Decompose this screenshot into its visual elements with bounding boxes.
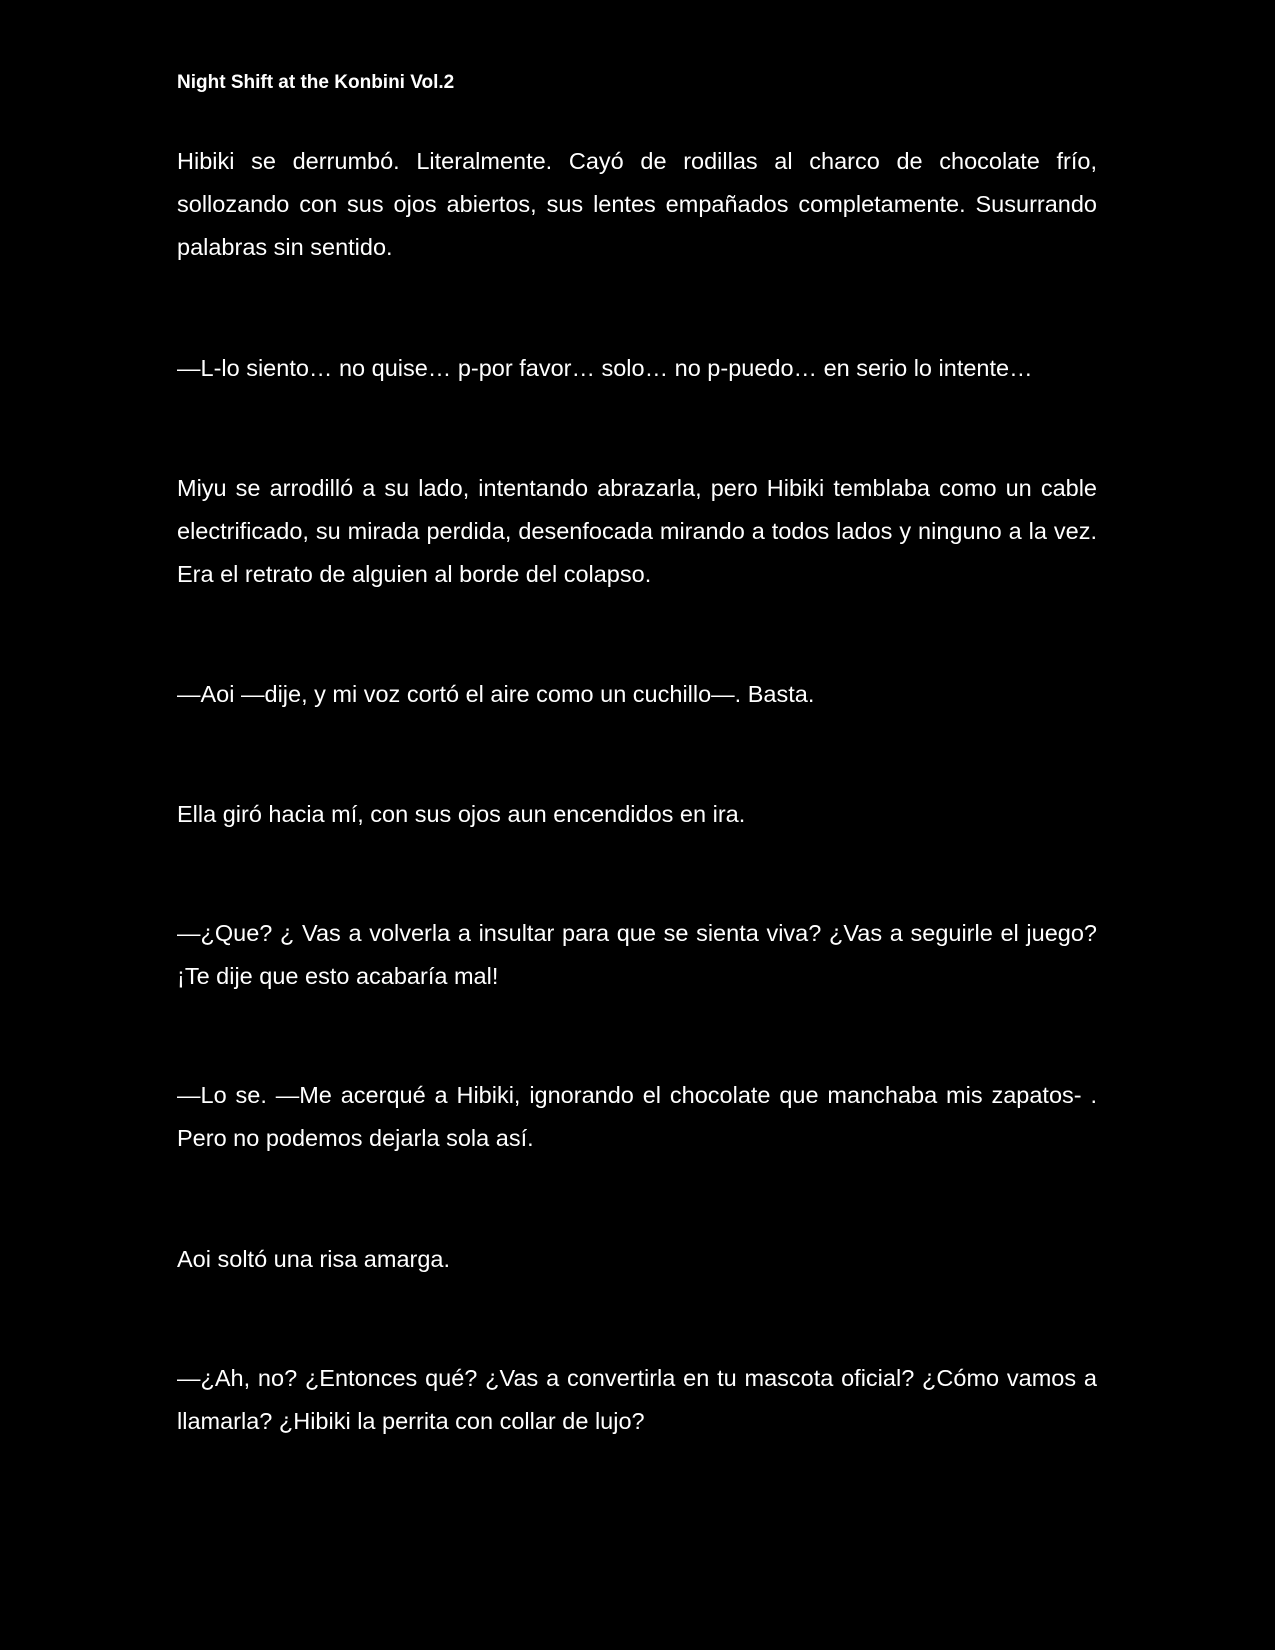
- paragraph-4: —Aoi —dije, y mi voz cortó el aire como un cuchillo—. Basta.: [177, 681, 815, 707]
- paragraph-2: —L-lo siento… no quise… p-por favor… solo… no p-puedo… en serio lo intente…: [177, 355, 1033, 381]
- paragraph-8: Aoi soltó una risa amarga.: [177, 1246, 451, 1272]
- paragraph-7: —Lo se. —Me acerqué a Hibiki, ignorando el chocolate que manchaba mis zapatos- . Pero no podemos dejarla sola así.: [177, 1082, 1097, 1151]
- paragraph-1: Hibiki se derrumbó. Literalmente. Cayó de rodillas al charco de chocolate frío, sollozando con sus ojos abiertos, sus lentes empañados completamente. Susurrando palabras sin sentido.: [177, 148, 1097, 260]
- paragraph-3: Miyu se arrodilló a su lado, intentando abrazarla, pero Hibiki temblaba como un cable electrificado, su mirada perdida, desenfocada mirando a todos lados y ninguno a la vez. Era el retrato de alguien al borde del colapso.: [177, 475, 1097, 587]
- paragraph-5: Ella giró hacia mí, con sus ojos aun encendidos en ira.: [177, 801, 746, 827]
- paragraph-6: —¿Que? ¿ Vas a volverla a insultar para que se sienta viva? ¿Vas a seguirle el juego? ¡Te dije que esto acabaría mal!: [177, 920, 1097, 989]
- page-header: Night Shift at the Konbini Vol.2: [177, 72, 455, 93]
- paragraph-9: —¿Ah, no? ¿Entonces qué? ¿Vas a convertirla en tu mascota oficial? ¿Cómo vamos a llamarla? ¿Hibiki la perrita con collar de lujo?: [177, 1365, 1097, 1434]
